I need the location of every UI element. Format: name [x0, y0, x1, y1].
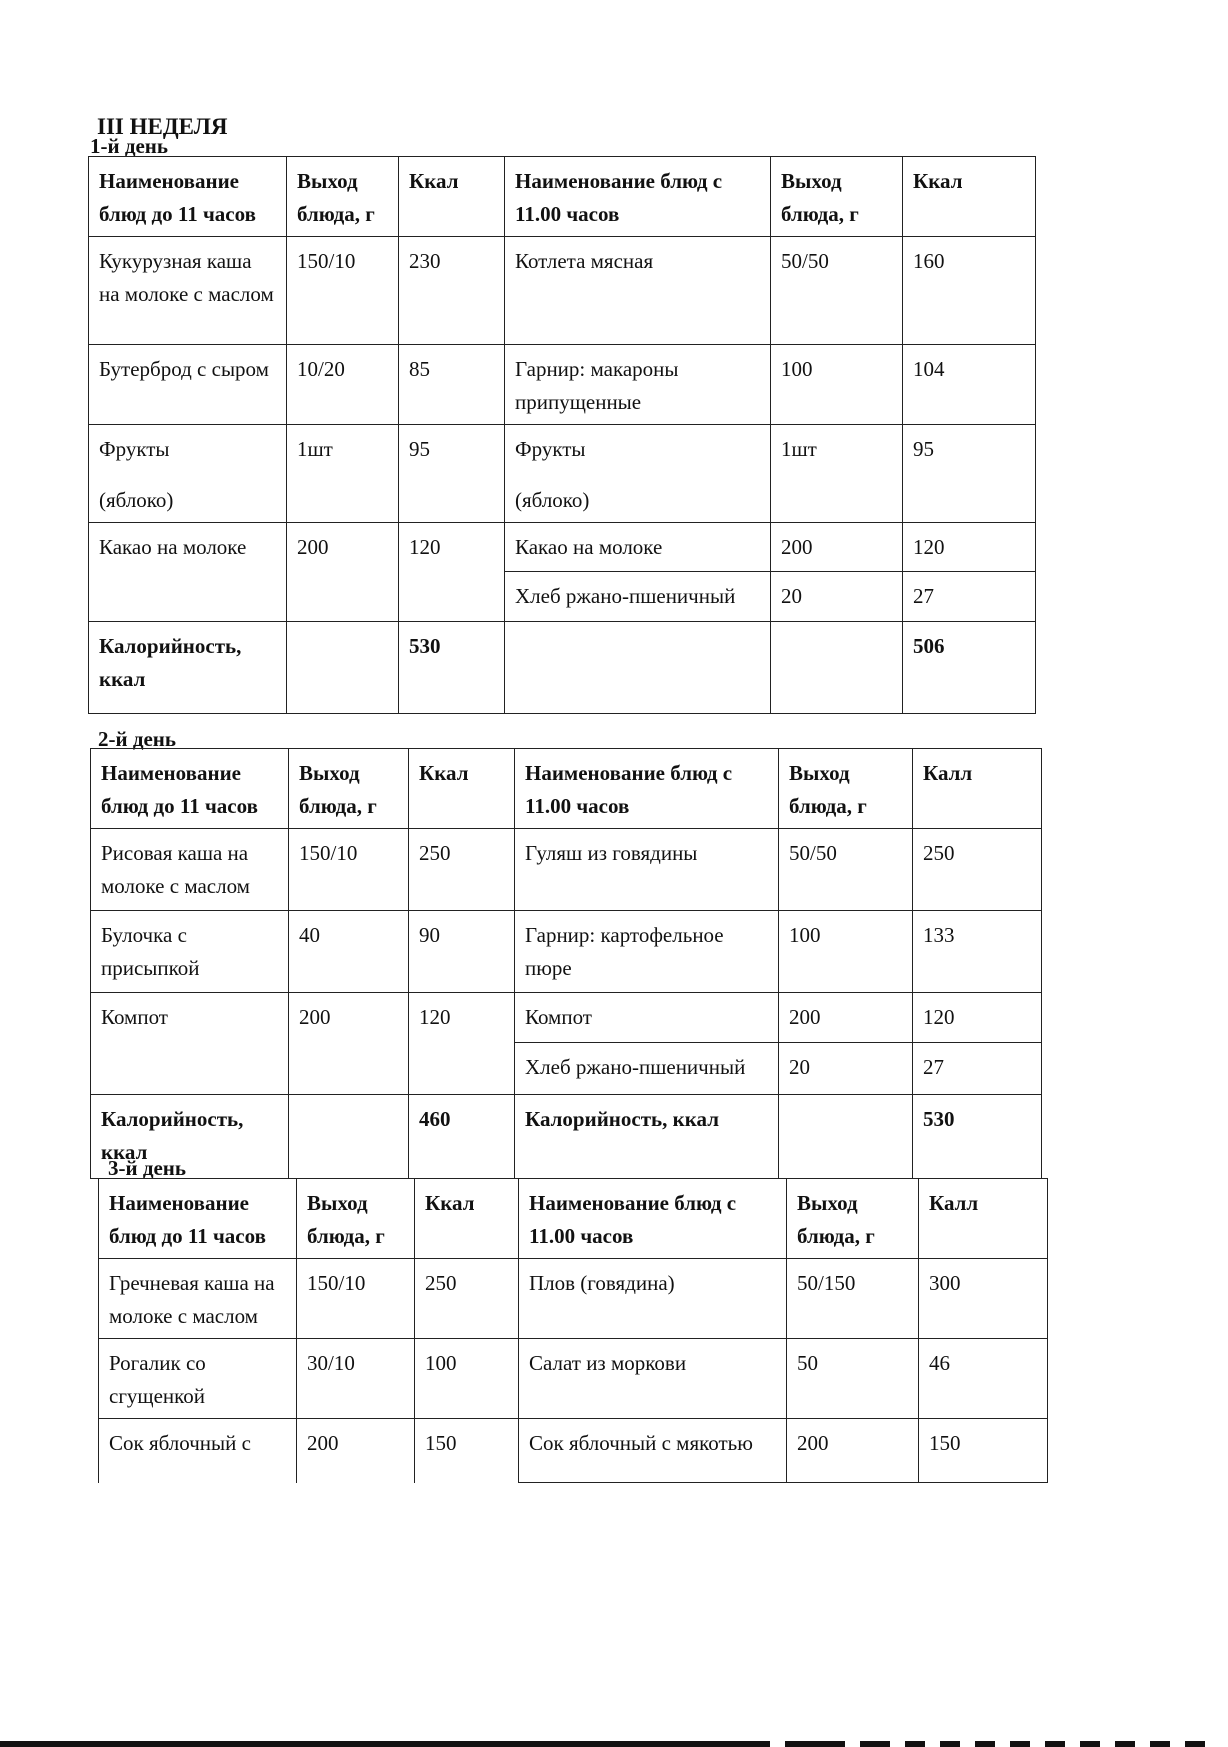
- dish-yield: 1шт: [771, 425, 903, 523]
- dish-name-cell: [505, 425, 771, 523]
- header-kcal-alt: Калл: [919, 1179, 1048, 1259]
- dish-yield: 40: [289, 911, 409, 993]
- day-1-title: 1-й день: [90, 134, 168, 158]
- dish-kcal: 230: [399, 237, 505, 345]
- dish-yield: 200: [287, 523, 399, 622]
- total-yield-empty: [287, 622, 399, 714]
- table-row: [89, 345, 1036, 425]
- total-row: [89, 622, 1036, 714]
- table-header-row: [91, 749, 1042, 829]
- table-row: [91, 993, 1042, 1043]
- header-kcal: Ккал: [903, 157, 1036, 237]
- total-kcal-after: 506: [903, 622, 1036, 714]
- table-row: [91, 829, 1042, 911]
- dish-kcal: 120: [399, 523, 505, 622]
- total-yield-empty: [771, 622, 903, 714]
- table-row: [89, 523, 1036, 572]
- table-header-row: [99, 1179, 1048, 1259]
- dish-kcal: 160: [903, 237, 1036, 345]
- dish-name: Какао на молоке: [89, 523, 287, 622]
- dish-name: Компот: [91, 993, 289, 1095]
- dish-kcal: 120: [409, 993, 515, 1095]
- dish-kcal: 46: [919, 1339, 1048, 1419]
- dish-kcal: 120: [903, 523, 1036, 572]
- dish-note: (яблоко): [515, 487, 590, 512]
- dish-kcal: 300: [919, 1259, 1048, 1339]
- dish-yield: 150/10: [289, 829, 409, 911]
- day-3-title: 3-й день: [108, 1156, 186, 1180]
- total-label: Калорийность, ккал: [89, 622, 287, 714]
- dish-name: Кукурузная каша на молоке с маслом: [89, 237, 287, 345]
- dish-name: Гарнир: картофельное пюре: [515, 911, 779, 993]
- dish-name: Компот: [515, 993, 779, 1043]
- day-3-menu-table: [98, 1178, 1048, 1483]
- dish-yield: 200: [787, 1419, 919, 1483]
- dish-yield: 150/10: [287, 237, 399, 345]
- total-yield-empty: [779, 1095, 913, 1179]
- table-row: [91, 911, 1042, 993]
- dish-kcal: 150: [415, 1419, 519, 1483]
- dish-name: Салат из моркови: [519, 1339, 787, 1419]
- scan-edge-artifact: [0, 1741, 1228, 1747]
- dish-kcal: 133: [913, 911, 1042, 993]
- dish-kcal: 90: [409, 911, 515, 993]
- dish-yield: 1шт: [287, 425, 399, 523]
- header-name-morning: Наименование блюд до 11 часов: [91, 749, 289, 829]
- total-label-after: [505, 622, 771, 714]
- total-label: Калорийность, ккал: [91, 1095, 289, 1179]
- dish-yield: 100: [771, 345, 903, 425]
- total-yield-empty: [289, 1095, 409, 1179]
- header-kcal: Ккал: [409, 749, 515, 829]
- dish-name: Хлеб ржано-пшеничный: [505, 572, 771, 622]
- dish-kcal: 250: [913, 829, 1042, 911]
- dish-name: Хлеб ржано-пшеничный: [515, 1043, 779, 1095]
- dish-name: Какао на молоке: [505, 523, 771, 572]
- header-name-morning: Наименование блюд до 11 часов: [99, 1179, 297, 1259]
- header-yield: Выход блюда, г: [287, 157, 399, 237]
- dish-name: Рогалик со сгущенкой: [99, 1339, 297, 1419]
- dish-yield: 50/50: [771, 237, 903, 345]
- dish-kcal: 27: [913, 1043, 1042, 1095]
- dish-kcal: 104: [903, 345, 1036, 425]
- day-2-menu-table: [90, 748, 1042, 1179]
- dish-kcal: 85: [399, 345, 505, 425]
- dish-yield: 50: [787, 1339, 919, 1419]
- dish-yield: 150/10: [297, 1259, 415, 1339]
- dish-yield: 50/150: [787, 1259, 919, 1339]
- header-name-after: Наименование блюд с 11.00 часов: [505, 157, 771, 237]
- dish-kcal: 95: [399, 425, 505, 523]
- dish-name: Бутерброд с сыром: [89, 345, 287, 425]
- header-name-morning: Наименование блюд до 11 часов: [89, 157, 287, 237]
- header-kcal: Ккал: [399, 157, 505, 237]
- total-kcal-morning: 530: [399, 622, 505, 714]
- dish-name: Булочка с присыпкой: [91, 911, 289, 993]
- header-kcal-alt: Калл: [913, 749, 1042, 829]
- total-label-after: Калорийность, ккал: [515, 1095, 779, 1179]
- table-row: [99, 1419, 1048, 1483]
- dish-name: Сок яблочный с мякотью: [519, 1419, 787, 1483]
- dish-yield: 50/50: [779, 829, 913, 911]
- dish-kcal: 250: [409, 829, 515, 911]
- total-kcal-morning: 460: [409, 1095, 515, 1179]
- dish-yield: 20: [779, 1043, 913, 1095]
- dish-name-cell: [89, 425, 287, 523]
- dish-kcal: 150: [919, 1419, 1048, 1483]
- week-title: III НЕДЕЛЯ: [97, 114, 228, 139]
- day-1-menu-table: [88, 156, 1036, 714]
- dish-kcal: 95: [903, 425, 1036, 523]
- table-row: [89, 237, 1036, 345]
- dish-name: Гарнир: макароны припущенные: [505, 345, 771, 425]
- dish-yield: 100: [779, 911, 913, 993]
- table-row: [99, 1339, 1048, 1419]
- dish-kcal: 27: [903, 572, 1036, 622]
- header-name-after: Наименование блюд с 11.00 часов: [519, 1179, 787, 1259]
- dish-note: (яблоко): [99, 487, 174, 512]
- total-row: [91, 1095, 1042, 1179]
- dish-kcal: 120: [913, 993, 1042, 1043]
- total-kcal-after: 530: [913, 1095, 1042, 1179]
- dish-kcal: 100: [415, 1339, 519, 1419]
- table-header-row: [89, 157, 1036, 237]
- dish-yield: 10/20: [287, 345, 399, 425]
- day-2-title: 2-й день: [98, 727, 176, 751]
- dish-name: Рисовая каша на молоке с маслом: [91, 829, 289, 911]
- dish-kcal: 250: [415, 1259, 519, 1339]
- dish-yield: 200: [771, 523, 903, 572]
- dish-yield: 200: [779, 993, 913, 1043]
- header-kcal: Ккал: [415, 1179, 519, 1259]
- dish-name: Плов (говядина): [519, 1259, 787, 1339]
- dish-name: Котлета мясная: [505, 237, 771, 345]
- dish-yield: 200: [289, 993, 409, 1095]
- header-yield: Выход блюда, г: [771, 157, 903, 237]
- dish-name: Фрукты: [515, 437, 586, 462]
- header-name-after: Наименование блюд с 11.00 часов: [515, 749, 779, 829]
- dish-name: Сок яблочный с: [99, 1419, 297, 1483]
- header-yield: Выход блюда, г: [289, 749, 409, 829]
- dish-name: Фрукты: [99, 437, 170, 462]
- table-row: [89, 425, 1036, 523]
- header-yield: Выход блюда, г: [297, 1179, 415, 1259]
- dish-yield: 200: [297, 1419, 415, 1483]
- dish-yield: 30/10: [297, 1339, 415, 1419]
- header-yield: Выход блюда, г: [779, 749, 913, 829]
- dish-name: Гречневая каша на молоке с маслом: [99, 1259, 297, 1339]
- table-row: [99, 1259, 1048, 1339]
- header-yield: Выход блюда, г: [787, 1179, 919, 1259]
- dish-yield: 20: [771, 572, 903, 622]
- dish-name: Гуляш из говядины: [515, 829, 779, 911]
